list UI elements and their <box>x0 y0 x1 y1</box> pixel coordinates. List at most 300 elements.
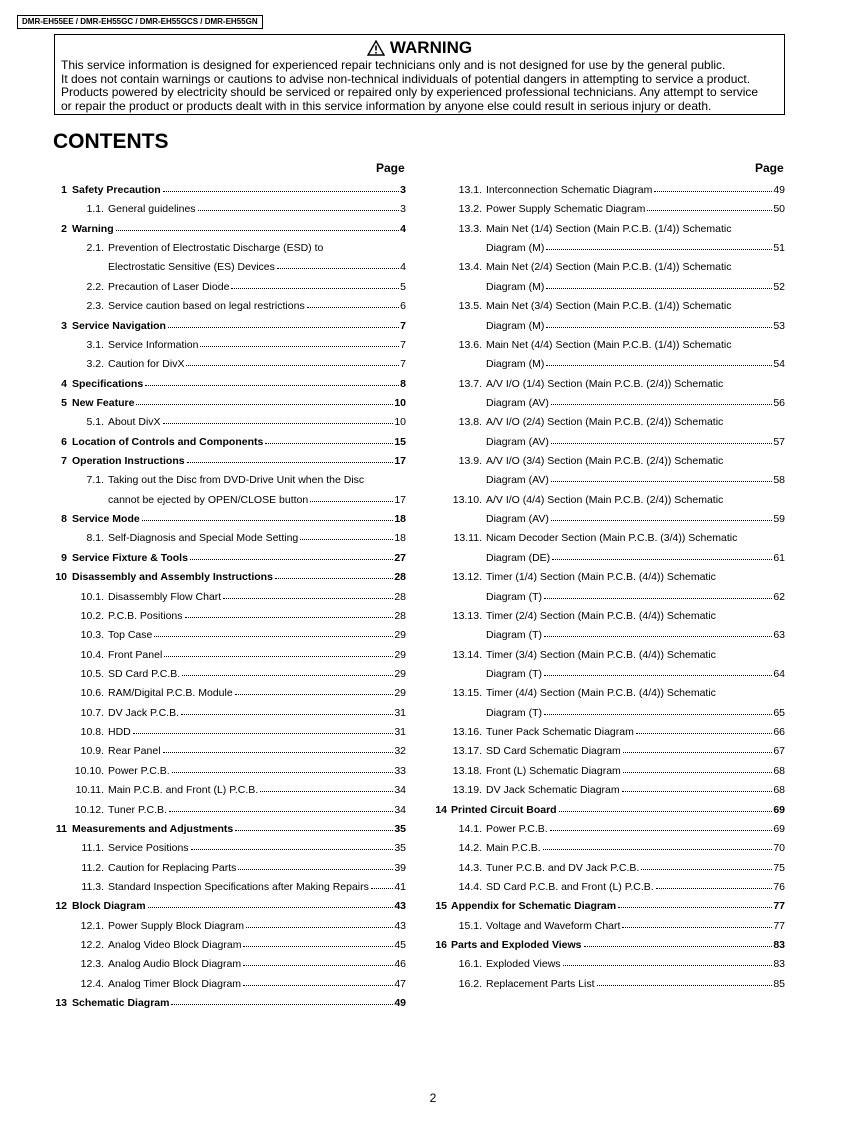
toc-page-number: 68 <box>773 784 785 797</box>
toc-label: New Feature <box>72 396 135 409</box>
toc-entry <box>54 297 406 316</box>
toc-page-number: 57 <box>773 435 785 448</box>
toc-page-number: 77 <box>773 900 785 913</box>
toc-entry <box>432 936 785 955</box>
toc-number: 13.17. <box>452 745 482 758</box>
toc-label: Schematic Diagram <box>72 997 170 1010</box>
toc-label: Printed Circuit Board <box>451 803 557 816</box>
toc-leader-dots <box>275 578 393 579</box>
toc-page-number: 47 <box>394 977 406 990</box>
toc-page-number: 49 <box>773 184 785 196</box>
toc-label: Voltage and Waveform Chart <box>486 919 621 932</box>
warning-line: This service information is designed for experienced repair technicians only and is not designed for use by the general public. <box>61 58 726 72</box>
toc-label: Location of Controls and Components <box>72 435 264 448</box>
toc-label: Service Fixture & Tools <box>72 551 188 564</box>
toc-leader-dots <box>223 598 393 599</box>
toc-entry <box>432 588 785 607</box>
toc-label: Diagram (M) <box>486 319 545 332</box>
toc-leader-dots <box>371 888 393 889</box>
toc-leader-dots <box>623 772 772 773</box>
left-page-heading: Page <box>376 161 405 175</box>
toc-number: 12.1. <box>80 919 104 932</box>
toc-entry <box>54 413 406 432</box>
toc-number: 14.3. <box>458 861 482 874</box>
toc-page-number: 6 <box>400 300 406 313</box>
warning-title <box>61 37 778 59</box>
toc-number: 13 <box>55 997 67 1010</box>
toc-entry <box>54 200 406 219</box>
toc-entry <box>432 181 785 200</box>
toc-number: 11.3. <box>81 880 104 893</box>
toc-number: 13.4. <box>458 261 482 274</box>
toc-leader-dots <box>181 714 393 715</box>
toc-page-number: 59 <box>773 513 785 526</box>
toc-label: Main Net (4/4) Section (Main P.C.B. (1/4)) Schematic <box>486 338 732 351</box>
toc-leader-dots <box>559 811 772 812</box>
toc-entry <box>432 375 785 394</box>
toc-entry <box>54 510 406 529</box>
toc-page-number: 32 <box>394 745 406 758</box>
toc-leader-dots <box>198 210 399 211</box>
toc-label: Operation Instructions <box>72 455 185 468</box>
toc-label: Caution for DivX <box>108 358 185 371</box>
toc-entry <box>432 859 785 878</box>
toc-label: Diagram (DE) <box>486 551 551 564</box>
toc-entry <box>54 936 406 955</box>
toc-number: 10.8. <box>80 726 104 739</box>
toc-label: SD Card P.C.B. and Front (L) P.C.B. <box>486 880 654 893</box>
toc-entry <box>54 394 406 413</box>
toc-page-number: 75 <box>773 861 785 874</box>
toc-entry <box>54 665 406 684</box>
toc-page-number: 70 <box>773 842 785 855</box>
toc-label: Diagram (AV) <box>486 435 549 448</box>
toc-label: HDD <box>108 726 131 739</box>
toc-page-number: 7 <box>400 358 406 371</box>
toc-page-number: 83 <box>773 958 785 971</box>
toc-number: 13.16. <box>452 726 482 739</box>
toc-number: 13.8. <box>458 416 482 429</box>
toc-label: Front Panel <box>108 648 163 661</box>
toc-leader-dots <box>636 733 772 734</box>
toc-label: Diagram (AV) <box>486 513 549 526</box>
toc-entry <box>54 278 406 297</box>
toc-entry <box>54 549 406 568</box>
toc-label: Analog Timer Block Diagram <box>108 977 242 990</box>
toc-number: 7 <box>61 455 67 468</box>
toc-entry <box>54 742 406 761</box>
toc-number: 13.3. <box>458 222 482 235</box>
toc-leader-dots <box>641 869 772 870</box>
toc-number: 2.2. <box>86 280 104 293</box>
toc-leader-dots <box>647 210 772 211</box>
toc-entry <box>54 588 406 607</box>
toc-page-number: 3 <box>400 203 406 216</box>
toc-leader-dots <box>543 849 772 850</box>
toc-number: 3 <box>61 319 67 332</box>
toc-number: 5.1. <box>86 416 104 429</box>
toc-label: Tuner Pack Schematic Diagram <box>486 726 634 739</box>
toc-number: 12.4. <box>80 977 104 990</box>
toc-label: Front (L) Schematic Diagram <box>486 764 621 777</box>
page-number: 2 <box>429 1091 437 1105</box>
toc-label: Diagram (T) <box>486 590 543 603</box>
toc-entry <box>432 200 785 219</box>
toc-label: Taking out the Disc from DVD-Drive Unit when the Disc <box>108 474 365 487</box>
toc-entry <box>432 258 785 277</box>
toc-entry <box>54 529 406 548</box>
toc-number: 14 <box>435 803 447 816</box>
toc-leader-dots <box>164 656 393 657</box>
toc-entry <box>432 626 785 645</box>
toc-page-number: 43 <box>394 900 406 913</box>
warning-box <box>54 34 785 115</box>
toc-number: 15 <box>435 900 447 913</box>
toc-number: 13.1. <box>458 184 482 196</box>
toc-page-number: 35 <box>394 822 406 835</box>
toc-entry <box>432 917 785 936</box>
toc-label: Measurements and Adjustments <box>72 822 234 835</box>
toc-entry <box>432 897 785 916</box>
toc-entry <box>432 801 785 820</box>
toc-entry <box>432 762 785 781</box>
toc-leader-dots <box>622 791 772 792</box>
toc-label: Nicam Decoder Section (Main P.C.B. (3/4)) Schematic <box>486 532 738 545</box>
toc-label: Warning <box>72 222 114 235</box>
toc-entry <box>432 297 785 316</box>
toc-leader-dots <box>551 443 772 444</box>
toc-number: 10 <box>55 571 67 584</box>
toc-page-number: 68 <box>773 764 785 777</box>
toc-label: Replacement Parts List <box>486 977 595 990</box>
toc-entry <box>432 878 785 897</box>
toc-page-number: 28 <box>394 571 406 584</box>
toc-leader-dots <box>145 385 399 386</box>
toc-leader-dots <box>172 772 393 773</box>
toc-number: 14.1. <box>458 822 482 835</box>
toc-entry <box>54 839 406 858</box>
toc-entry <box>432 452 785 471</box>
toc-entry <box>432 955 785 974</box>
toc-number: 16.2. <box>458 977 482 990</box>
toc-number: 13.5. <box>458 300 482 313</box>
toc-page-number: 46 <box>394 958 406 971</box>
toc-page-number: 5 <box>400 280 406 293</box>
toc-number: 11.2. <box>81 861 104 874</box>
toc-entry <box>54 955 406 974</box>
toc-page-number: 4 <box>400 261 406 274</box>
toc-entry <box>54 878 406 897</box>
toc-number: 3.2. <box>86 358 104 371</box>
toc-leader-dots <box>584 946 772 947</box>
toc-page-number: 7 <box>400 338 406 351</box>
warning-line: It does not contain warnings or cautions to advise non-technical individuals of potential dangers in attempting to service a product. <box>61 71 751 86</box>
toc-number: 10.10. <box>74 764 104 777</box>
toc-entry <box>432 607 785 626</box>
toc-label: DV Jack Schematic Diagram <box>486 784 620 797</box>
toc-label: A/V I/O (3/4) Section (Main P.C.B. (2/4)) Schematic <box>486 455 724 468</box>
toc-entry <box>432 839 785 858</box>
toc-label: Diagram (M) <box>486 280 545 293</box>
toc-entry <box>54 607 406 626</box>
toc-page-number: 31 <box>394 726 406 739</box>
toc-entry <box>432 433 785 452</box>
toc-page-number: 18 <box>394 532 406 545</box>
toc-entry <box>54 917 406 936</box>
toc-number: 2.3. <box>86 300 104 313</box>
toc-page-number: 33 <box>394 764 406 777</box>
toc-number: 16 <box>435 939 447 952</box>
toc-label: Tuner P.C.B. and DV Jack P.C.B. <box>486 861 640 874</box>
toc-label: Diagram (AV) <box>486 474 549 487</box>
toc-leader-dots <box>307 307 399 308</box>
toc-label: Timer (1/4) Section (Main P.C.B. (4/4)) Schematic <box>486 571 716 584</box>
toc-number: 12.3. <box>80 958 104 971</box>
toc-page-number: 17 <box>394 493 406 506</box>
toc-entry <box>432 781 785 800</box>
toc-leader-dots <box>277 268 399 269</box>
toc-number: 10.7. <box>80 706 104 719</box>
toc-label: Service Navigation <box>72 319 166 332</box>
toc-entry <box>432 820 785 839</box>
toc-label: Timer (3/4) Section (Main P.C.B. (4/4)) Schematic <box>486 648 716 661</box>
toc-entry <box>54 626 406 645</box>
toc-label: Self-Diagnosis and Special Mode Setting <box>108 532 299 545</box>
toc-entry <box>54 336 406 355</box>
toc-label: A/V I/O (2/4) Section (Main P.C.B. (2/4)) Schematic <box>486 416 724 429</box>
toc-entry <box>432 665 785 684</box>
toc-entry <box>432 355 785 374</box>
toc-page-number: 3 <box>400 184 406 196</box>
toc-number: 1.1. <box>86 203 104 216</box>
toc-number: 2.1. <box>86 242 104 255</box>
toc-label: Main P.C.B. and Front (L) P.C.B. <box>108 784 259 797</box>
toc-number: 10.12. <box>74 803 104 816</box>
toc-leader-dots <box>260 791 393 792</box>
toc-leader-dots <box>148 907 393 908</box>
toc-page-number: 4 <box>400 222 406 235</box>
toc-page-number: 39 <box>394 861 406 874</box>
toc-leader-dots <box>546 249 772 250</box>
toc-label: Diagram (AV) <box>486 396 549 409</box>
toc-leader-dots <box>246 927 393 928</box>
contents-left-column <box>54 181 406 1013</box>
toc-leader-dots <box>656 888 772 889</box>
toc-number: 5 <box>61 396 67 409</box>
toc-page-number: 65 <box>773 706 785 719</box>
toc-entry <box>54 491 406 510</box>
toc-label: Analog Video Block Diagram <box>108 939 242 952</box>
warning-triangle-icon <box>367 40 385 56</box>
toc-number: 10.1. <box>80 590 104 603</box>
toc-entry <box>432 704 785 723</box>
toc-leader-dots <box>546 288 772 289</box>
toc-leader-dots <box>310 501 393 502</box>
toc-label: Interconnection Schematic Diagram <box>486 184 653 196</box>
toc-leader-dots <box>187 462 393 463</box>
toc-number: 12 <box>55 900 67 913</box>
toc-page-number: 49 <box>394 997 406 1010</box>
toc-number: 2 <box>61 222 67 235</box>
toc-leader-dots <box>544 598 772 599</box>
toc-entry <box>432 549 785 568</box>
toc-page-number: 29 <box>394 667 406 680</box>
toc-number: 13.13. <box>452 609 482 622</box>
toc-page-number: 28 <box>394 609 406 622</box>
toc-page-number: 77 <box>773 919 785 932</box>
toc-entry <box>432 975 785 994</box>
toc-number: 12.2. <box>80 939 104 952</box>
toc-page-number: 45 <box>394 939 406 952</box>
toc-number: 15.1. <box>458 919 482 932</box>
toc-number: 9 <box>61 551 67 564</box>
toc-label: Main Net (2/4) Section (Main P.C.B. (1/4)) Schematic <box>486 261 732 274</box>
toc-label: SD Card P.C.B. <box>108 667 181 680</box>
toc-entry <box>432 278 785 297</box>
toc-label: Analog Audio Block Diagram <box>108 958 242 971</box>
toc-page-number: 63 <box>773 629 785 642</box>
toc-page-number: 61 <box>773 551 785 564</box>
toc-page-number: 15 <box>394 435 406 448</box>
toc-number: 10.2. <box>80 609 104 622</box>
toc-leader-dots <box>544 636 772 637</box>
toc-entry <box>54 355 406 374</box>
toc-leader-dots <box>235 830 393 831</box>
toc-page-number: 27 <box>394 551 406 564</box>
toc-label: Power Supply Block Diagram <box>108 919 244 932</box>
toc-entry <box>54 801 406 820</box>
toc-page-number: 53 <box>773 319 785 332</box>
toc-leader-dots <box>238 869 393 870</box>
toc-leader-dots <box>186 365 399 366</box>
toc-entry <box>432 568 785 587</box>
toc-entry <box>54 181 406 200</box>
toc-label: Standard Inspection Specifications after Making Repairs <box>108 880 369 893</box>
toc-entry <box>432 336 785 355</box>
toc-number: 11.1. <box>81 842 104 855</box>
warning-title-text: WARNING <box>389 38 473 57</box>
toc-leader-dots <box>551 520 772 521</box>
toc-page-number: 66 <box>773 726 785 739</box>
toc-number: 8.1. <box>86 532 104 545</box>
toc-number: 10.4. <box>80 648 104 661</box>
toc-page-number: 51 <box>773 242 785 255</box>
toc-label: DV Jack P.C.B. <box>108 706 179 719</box>
toc-leader-dots <box>546 327 772 328</box>
toc-number: 8 <box>61 513 67 526</box>
toc-leader-dots <box>243 946 393 947</box>
toc-number: 10.11. <box>75 784 104 797</box>
toc-leader-dots <box>618 907 772 908</box>
toc-page-number: 58 <box>773 474 785 487</box>
toc-label: Safety Precaution <box>72 184 161 196</box>
toc-label: Specifications <box>72 377 144 390</box>
right-page-heading: Page <box>755 161 784 175</box>
toc-label: Main Net (3/4) Section (Main P.C.B. (1/4)) Schematic <box>486 300 732 313</box>
toc-leader-dots <box>551 481 772 482</box>
toc-number: 11 <box>55 822 67 835</box>
toc-label: cannot be ejected by OPEN/CLOSE button <box>108 493 309 506</box>
toc-entry <box>54 975 406 994</box>
toc-entry <box>432 646 785 665</box>
toc-leader-dots <box>163 752 393 753</box>
toc-label: General guidelines <box>108 203 196 216</box>
toc-page-number: 28 <box>394 590 406 603</box>
toc-entry <box>54 723 406 742</box>
toc-number: 13.6. <box>458 338 482 351</box>
toc-number: 13.10. <box>452 493 482 506</box>
toc-leader-dots <box>550 830 772 831</box>
toc-label: Main Net (1/4) Section (Main P.C.B. (1/4)) Schematic <box>486 222 732 235</box>
toc-page-number: 8 <box>400 377 406 390</box>
toc-label: Disassembly and Assembly Instructions <box>72 571 273 584</box>
warning-line: or repair the product or products dealt with in this service information by anyone else could result in serious injury or death. <box>61 98 712 113</box>
toc-number: 13.2. <box>458 203 482 216</box>
toc-page-number: 18 <box>394 513 406 526</box>
toc-label: Power P.C.B. <box>108 764 170 777</box>
toc-page-number: 34 <box>394 784 406 797</box>
toc-leader-dots <box>182 675 393 676</box>
toc-page-number: 31 <box>394 706 406 719</box>
toc-entry <box>54 820 406 839</box>
toc-leader-dots <box>552 559 772 560</box>
toc-leader-dots <box>191 849 393 850</box>
toc-page-number: 7 <box>400 319 406 332</box>
toc-page-number: 10 <box>394 416 406 429</box>
toc-leader-dots <box>231 288 399 289</box>
toc-label: Prevention of Electrostatic Discharge (ESD) to <box>108 242 324 255</box>
toc-leader-dots <box>563 965 772 966</box>
toc-number: 10.6. <box>80 687 104 700</box>
toc-entry <box>432 413 785 432</box>
toc-label: Service Information <box>108 338 199 351</box>
toc-label: Diagram (T) <box>486 667 543 680</box>
toc-leader-dots <box>185 617 393 618</box>
toc-leader-dots <box>116 230 399 231</box>
toc-number: 7.1. <box>86 474 104 487</box>
toc-number: 6 <box>61 435 67 448</box>
toc-entry <box>432 220 785 239</box>
toc-label: Exploded Views <box>486 958 561 971</box>
toc-number: 13.9. <box>458 455 482 468</box>
toc-label: Diagram (T) <box>486 629 543 642</box>
toc-entry <box>54 220 406 239</box>
toc-page-number: 69 <box>773 803 785 816</box>
toc-label: Disassembly Flow Chart <box>108 590 222 603</box>
toc-entry <box>54 433 406 452</box>
toc-label: Electrostatic Sensitive (ES) Devices <box>108 261 275 274</box>
toc-number: 4 <box>61 377 67 390</box>
toc-entry <box>54 762 406 781</box>
toc-entry <box>432 742 785 761</box>
toc-label: Timer (4/4) Section (Main P.C.B. (4/4)) Schematic <box>486 687 716 700</box>
toc-leader-dots <box>623 752 772 753</box>
toc-leader-dots <box>142 520 393 521</box>
toc-leader-dots <box>235 694 393 695</box>
toc-leader-dots <box>163 191 399 192</box>
toc-leader-dots <box>169 811 393 812</box>
toc-entry <box>54 317 406 336</box>
toc-number: 10.3. <box>80 629 104 642</box>
toc-label: Rear Panel <box>108 745 161 758</box>
toc-leader-dots <box>200 346 399 347</box>
toc-label: Service caution based on legal restrictions <box>108 300 305 313</box>
toc-leader-dots <box>300 539 393 540</box>
toc-number: 13.7. <box>458 377 482 390</box>
toc-number: 10.9. <box>80 745 104 758</box>
toc-page-number: 85 <box>773 977 785 990</box>
toc-entry <box>54 684 406 703</box>
